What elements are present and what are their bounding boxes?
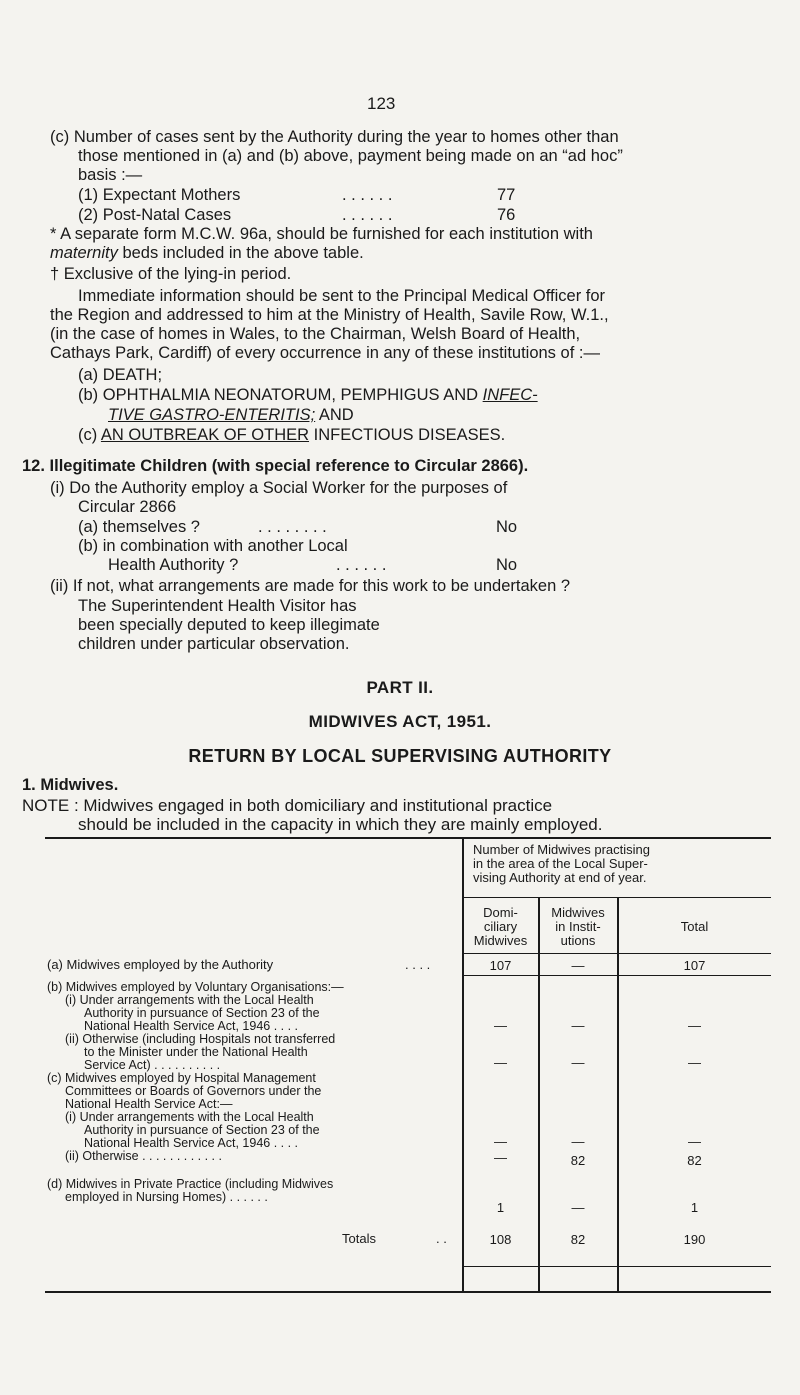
- section-12-b-line1: (b) in combination with another Local: [78, 537, 348, 555]
- totals-institutions: 82: [570, 1232, 586, 1247]
- immediate-line2: the Region and addressed to him at the Ministry of Health, Savile Row, W.1.,: [50, 306, 609, 324]
- expectant-mothers-value: 77: [497, 186, 516, 204]
- row-c-line2: Committees or Boards of Governors under the: [65, 1084, 322, 1098]
- row-c-i-institutions: —: [571, 1134, 585, 1149]
- totals-label: Totals: [342, 1231, 376, 1246]
- section-12-i-line2: Circular 2866: [78, 498, 177, 516]
- row-d-domiciliary: 1: [496, 1200, 505, 1215]
- footnote-dagger: † Exclusive of the lying-in period.: [50, 265, 292, 283]
- header-group: [473, 843, 650, 885]
- col-domiciliary-header: [463, 906, 538, 948]
- row-b-i-total: —: [688, 1018, 701, 1033]
- col-domiciliary-line2: ciliary: [483, 919, 518, 934]
- col-institutions-line1: Midwives: [551, 905, 605, 920]
- section-12-ii-line2: The Superintendent Health Visitor has: [78, 597, 357, 615]
- section-12-ii-line3: been specially deputed to keep illegimate: [78, 616, 380, 634]
- section-12-a-label: (a) themselves ?: [78, 518, 200, 536]
- section-c-line2: those mentioned in (a) and (b) above, payment being made on an “ad hoc”: [78, 147, 623, 165]
- totals-domiciliary: 108: [489, 1232, 512, 1247]
- condition-gastro-rest: AND: [315, 406, 354, 424]
- condition-outbreak-rest: INFECTIOUS DISEASES.: [309, 426, 506, 444]
- row-c-line3: National Health Service Act:—: [65, 1097, 233, 1111]
- condition-gastro: [108, 405, 354, 425]
- row-c-line5: Authority in pursuance of Section 23 of the: [84, 1123, 320, 1137]
- section-12-title: 12. Illegitimate Children (with special reference to Circular 2866).: [22, 457, 529, 475]
- condition-ophthalmia: [78, 385, 538, 405]
- header-group-line2: in the area of the Local Super-: [473, 856, 648, 871]
- condition-death: (a) DEATH;: [78, 366, 163, 384]
- post-natal-label: (2) Post-Natal Cases: [78, 206, 232, 224]
- section-12-a-dots: . . . . . . . .: [258, 518, 327, 536]
- row-c-line6: National Health Service Act, 1946 . . . .: [84, 1136, 299, 1150]
- note-line2: should be included in the capacity in which they are mainly employed.: [78, 815, 603, 834]
- part-ii-heading: PART II.: [366, 678, 434, 697]
- midwives-act-heading: MIDWIVES ACT, 1951.: [308, 712, 492, 731]
- row-a-dots: . . . .: [405, 957, 431, 972]
- col-domiciliary-line3: Midwives: [473, 933, 528, 948]
- table-hrule-group: [462, 897, 771, 898]
- immediate-line1: Immediate information should be sent to the Principal Medical Officer for: [78, 287, 606, 305]
- return-heading: RETURN BY LOCAL SUPERVISING AUTHORITY: [188, 746, 612, 766]
- section-12-b-line2: Health Authority ?: [108, 556, 239, 574]
- row-a-domiciliary: 107: [489, 958, 512, 973]
- row-c-ii-total: 82: [687, 1153, 702, 1168]
- condition-infec-underlined: INFEC-: [482, 386, 538, 404]
- post-natal-value: 76: [497, 206, 516, 224]
- col-domiciliary-line1: Domi-: [483, 905, 518, 920]
- row-d-line1: (d) Midwives in Private Practice (including Midwives: [47, 1177, 334, 1191]
- header-group-line1: Number of Midwives practising: [473, 842, 651, 857]
- row-a-label: (a) Midwives employed by the Authority: [47, 957, 274, 972]
- row-b-ii-institutions: —: [571, 1055, 585, 1070]
- row-c-i-total: —: [688, 1134, 701, 1149]
- condition-outbreak-prefix: (c): [78, 426, 101, 444]
- immediate-line4: Cathays Park, Cardiff) of every occurrence in any of these institutions of :—: [50, 344, 600, 362]
- row-c-ii-institutions: 82: [570, 1153, 586, 1168]
- row-b-i-institutions: —: [571, 1018, 585, 1033]
- col-institutions-line2: in Instit-: [555, 919, 601, 934]
- table-bottom-rule: [45, 1291, 771, 1293]
- footnote-italic-word: maternity: [50, 244, 118, 262]
- note-line1: NOTE : Midwives engaged in both domiciliary and institutional practice: [22, 796, 553, 815]
- expectant-mothers-label: (1) Expectant Mothers: [78, 186, 241, 204]
- section-12-b-dots: . . . . . .: [336, 556, 387, 574]
- section-c-line1: (c) Number of cases sent by the Authority during the year to homes other than: [50, 128, 619, 146]
- row-b-line2: (i) Under arrangements with the Local Health: [65, 993, 314, 1007]
- section-c-line3: basis :—: [78, 166, 143, 184]
- condition-gastro-underlined: TIVE GASTRO-ENTERITIS;: [108, 406, 316, 424]
- immediate-line3: (in the case of homes in Wales, to the Chairman, Welsh Board of Health,: [50, 325, 581, 343]
- row-b-line1: (b) Midwives employed by Voluntary Organisations:—: [47, 980, 344, 994]
- condition-outbreak-underlined: AN OUTBREAK OF OTHER: [100, 426, 310, 444]
- row-b-ii-domiciliary: —: [494, 1055, 507, 1070]
- col-institutions-line3: utions: [560, 933, 596, 948]
- row-a-total: 107: [683, 958, 706, 973]
- header-group-line3: vising Authority at end of year.: [473, 870, 647, 885]
- col-total-header: Total: [680, 919, 709, 934]
- row-c-line1: (c) Midwives employed by Hospital Management: [47, 1071, 316, 1085]
- row-d-line2: employed in Nursing Homes) . . . . . .: [65, 1190, 268, 1204]
- col-institutions-header: [539, 906, 617, 948]
- post-natal-dots: . . . . . .: [342, 206, 393, 224]
- table-hrule-cols: [462, 953, 771, 954]
- row-d-total: 1: [690, 1200, 699, 1215]
- row-b-i-domiciliary: —: [494, 1018, 507, 1033]
- footnote-star-line2: [50, 243, 364, 263]
- table-top-rule: [45, 837, 771, 839]
- condition-outbreak: [78, 425, 505, 445]
- row-b-line7: Service Act) . . . . . . . . . .: [84, 1058, 221, 1072]
- totals-total: 190: [683, 1232, 706, 1247]
- section-12-b-value: No: [496, 556, 518, 574]
- row-b-line3: Authority in pursuance of Section 23 of the: [84, 1006, 320, 1020]
- page-number: 123: [367, 94, 396, 113]
- totals-dots: . .: [436, 1231, 447, 1246]
- row-b-line5: (ii) Otherwise (including Hospitals not transferred: [65, 1032, 336, 1046]
- row-c-ii-domiciliary: —: [494, 1150, 507, 1165]
- row-a-institutions: —: [571, 958, 585, 973]
- row-b-line4: National Health Service Act, 1946 . . . .: [84, 1019, 299, 1033]
- expectant-mothers-dots: . . . . . .: [342, 186, 393, 204]
- row-b-line6: to the Minister under the National Health: [84, 1045, 308, 1059]
- footnote-star-rest: beds included in the above table.: [117, 244, 364, 262]
- section-1-midwives: 1. Midwives.: [22, 776, 119, 794]
- section-12-a-value: No: [496, 518, 518, 536]
- section-12-ii-line4: children under particular observation.: [78, 635, 350, 653]
- condition-ophthalmia-text: (b) OPHTHALMIA NEONATORUM, PEMPHIGUS AND: [78, 386, 483, 404]
- row-b-ii-total: —: [688, 1055, 701, 1070]
- table-hrule-totals: [462, 1266, 771, 1267]
- row-d-institutions: —: [571, 1200, 585, 1215]
- row-c-i-domiciliary: —: [494, 1134, 507, 1149]
- section-12-i-line1: (i) Do the Authority employ a Social Worker for the purposes of: [50, 479, 508, 497]
- footnote-star-line1: * A separate form M.C.W. 96a, should be furnished for each institution with: [50, 225, 593, 243]
- row-c-line7: (ii) Otherwise . . . . . . . . . . . .: [65, 1149, 222, 1163]
- section-12-ii-line1: (ii) If not, what arrangements are made for this work to be undertaken ?: [50, 577, 571, 595]
- row-c-line4: (i) Under arrangements with the Local Health: [65, 1110, 314, 1124]
- table-hrule-a: [462, 975, 771, 976]
